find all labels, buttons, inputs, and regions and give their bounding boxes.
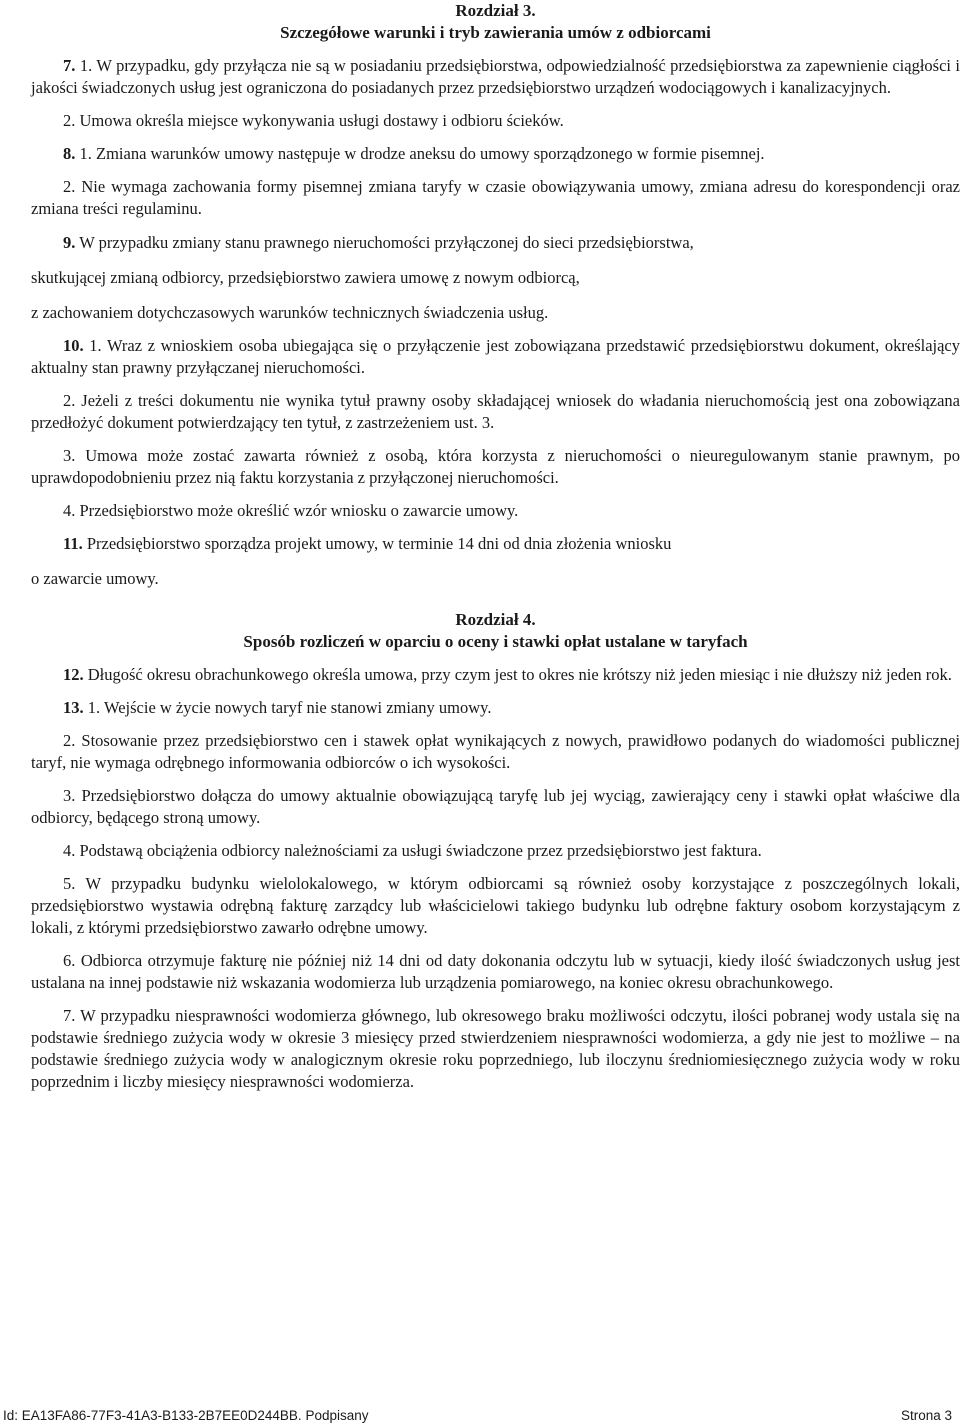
paragraph-13-6: 6. Odbiorca otrzymuje fakturę nie później niż 14 dni od daty dokonania odczytu lub w sytuacji, kiedy ilość świadczonych usług jest ustalana na innej podstawie niż wskazania wodomierza lub urządzenia pomiarowego, na koniec okresu obrachunkowego. (31, 951, 960, 992)
chapter-4-subtitle: Sposób rozliczeń w oparciu o oceny i stawki opłat ustalane w taryfach (243, 632, 748, 651)
section-number: 8. (63, 144, 76, 163)
paragraph-11 (31, 526, 960, 596)
paragraph-11-line-2: o zawarcie umowy. (31, 569, 159, 588)
paragraph-9-line-3: z zachowaniem dotychczasowych warunków technicznych świadczenia usług. (31, 303, 549, 322)
paragraph-7-2: 2. Umowa określa miejsce wykonywania usługi dostawy i odbioru ścieków. (63, 111, 564, 130)
paragraph-text: 1. Wraz z wnioskiem osoba ubiegająca się o przyłączenie jest zobowiązana przedstawić przedsiębiorstwu dokument, określający aktualny stan prawny przyłączanej nieruchomości. (31, 336, 960, 377)
paragraph-11-line-1: Przedsiębiorstwo sporządza projekt umowy, w terminie 14 dni od dnia złożenia wniosku (86, 534, 672, 553)
section-number: 12. (63, 665, 84, 684)
document-id: Id: EA13FA86-77F3-41A3-B133-2B7EE0D244BB. Podpisany (3, 1408, 369, 1423)
paragraph-9 (31, 225, 960, 330)
section-number: 11. (63, 534, 83, 553)
paragraph-text: Długość okresu obrachunkowego określa umowa, przy czym jest to okres nie krótszy niż jeden miesiąc i nie dłuższy niż jeden rok. (87, 665, 952, 684)
paragraph-10-4: 4. Przedsiębiorstwo może określić wzór wniosku o zawarcie umowy. (63, 501, 519, 520)
paragraph-10-2: 2. Jeżeli z treści dokumentu nie wynika tytuł prawny osoby składającej wniosek do władania nieruchomością jest ona zobowiązana przedłożyć dokument potwierdzający ten tytuł, z zastrzeżeniem ust. 3. (31, 391, 960, 432)
chapter-3-title: Rozdział 3. (455, 1, 536, 20)
section-number: 10. (63, 336, 84, 355)
paragraph-9-line-2: skutkującej zmianą odbiorcy, przedsiębiorstwo zawiera umowę z nowym odbiorcą, (31, 268, 580, 287)
page-number: Strona 3 (900, 1408, 952, 1423)
paragraph-text: 1. Wejście w życie nowych taryf nie stanowi zmiany umowy. (87, 698, 492, 717)
paragraph-text: 1. Zmiana warunków umowy następuje w drodze aneksu do umowy sporządzonego w formie pisemnej. (79, 144, 765, 163)
paragraph-10-1 (31, 335, 960, 379)
paragraph-9-line-1: W przypadku zmiany stanu prawnego nieruchomości przyłączonej do sieci przedsiębiorstwa, (79, 233, 694, 252)
paragraph-12 (31, 664, 960, 686)
paragraph-13-3: 3. Przedsiębiorstwo dołącza do umowy aktualnie obowiązującą taryfę lub jej wyciąg, zawierający ceny i stawki opłat właściwe dla odbiorcy, będącego stroną umowy. (31, 786, 960, 827)
paragraph-13-2: 2. Stosowanie przez przedsiębiorstwo cen i stawek opłat wynikających z nowych, prawidłowo podanych do wiadomości publicznej taryf, nie wymaga odrębnego informowania odbiorców o ich wysokości. (31, 731, 960, 772)
paragraph-7-1 (31, 55, 960, 99)
paragraph-text: 1. W przypadku, gdy przyłącza nie są w posiadaniu przedsiębiorstwa, odpowiedzialność przedsiębiorstwa za zapewnienie ciągłości i jakości świadczonych usług jest ograniczona do posiadanych przez przedsiębiorstwo urządzeń wodociągowych i kanalizacyjnych. (31, 56, 960, 97)
section-number: 13. (63, 698, 84, 717)
paragraph-8-1 (31, 143, 960, 165)
chapter-4-title: Rozdział 4. (455, 610, 536, 629)
paragraph-10-3: 3. Umowa może zostać zawarta również z osobą, która korzysta z nieruchomości o nieuregulowanym stanie prawnym, po uprawdopodobnieniu przez nią faktu korzystania z przyłączonej nieruchomości. (31, 446, 960, 487)
section-number: 7. (63, 56, 76, 75)
paragraph-8-2: 2. Nie wymaga zachowania formy pisemnej zmiana taryfy w czasie obowiązywania umowy, zmiana adresu do korespondencji oraz zmiana treści regulaminu. (31, 177, 960, 218)
paragraph-13-7: 7. W przypadku niesprawności wodomierza głównego, lub okresowego braku możliwości odczytu, ilości pobranej wody ustala się na podstawie średniego zużycia wody w okresie 3 miesięcy przed stwierdzeniem niesprawności wodomierza, a gdy nie jest to możliwe – na podstawie średniego zużycia wody w analogicznym okresie roku poprzedniego, lub iloczynu średniomiesięcznego zużycia wody w roku poprzednim i liczby miesięcy niesprawności wodomierza. (31, 1006, 960, 1091)
document-page (31, 0, 960, 1093)
paragraph-13-5: 5. W przypadku budynku wielolokalowego, w którym odbiorcami są również osoby korzystające z poszczególnych lokali, przedsiębiorstwo wystawia odrębną fakturę zarządcy lub właścicielowi takiego budynku lub odrębne faktury osobom korzystającym z lokali, z którymi przedsiębiorstwo zawarło odrębne umowy. (31, 874, 960, 937)
chapter-3-subtitle: Szczegółowe warunki i tryb zawierania umów z odbiorcami (280, 23, 711, 42)
section-number: 9. (63, 233, 76, 252)
paragraph-13-4: 4. Podstawą obciążenia odbiorcy należnościami za usługi świadczone przez przedsiębiorstwo jest faktura. (63, 841, 762, 860)
paragraph-13-1 (31, 697, 960, 719)
